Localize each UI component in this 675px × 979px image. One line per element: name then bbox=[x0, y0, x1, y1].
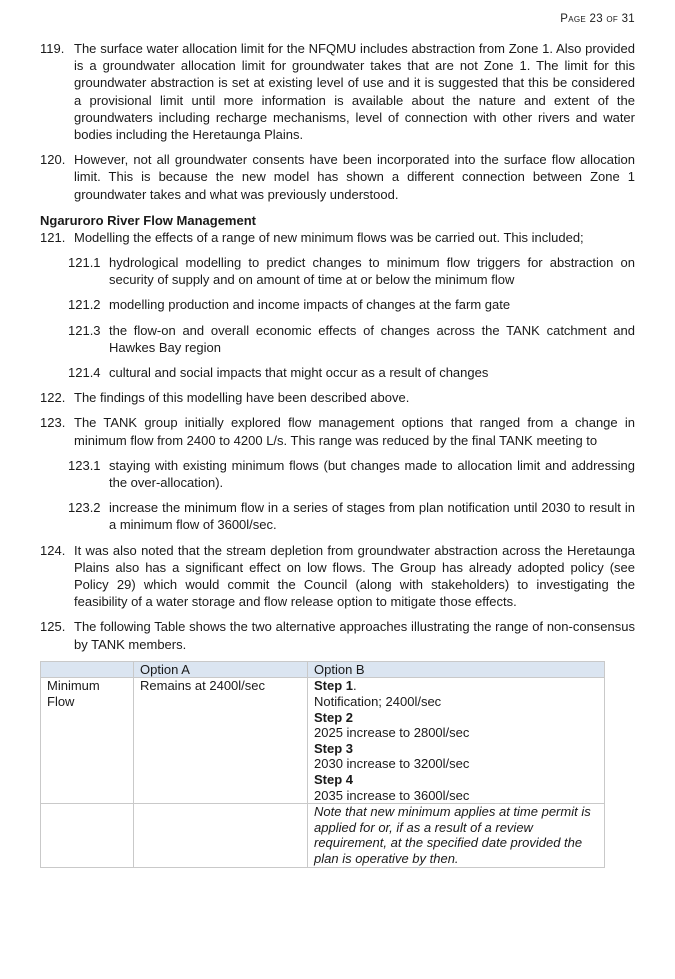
table-header-cell bbox=[41, 661, 134, 678]
subparagraph-123-1: 123.1 staying with existing minimum flows (but changes made to allocation limit and addressing the over-allocation). bbox=[68, 457, 635, 491]
page-number: Page 23 of 31 bbox=[560, 13, 635, 25]
paragraph-125: 125. The following Table shows the two alternative approaches illustrating the range of non-consensus by TANK members. bbox=[40, 619, 635, 652]
step-1-text: Notification; 2400l/sec bbox=[314, 694, 442, 710]
step-2-text: 2025 increase to 2800l/sec bbox=[314, 725, 470, 741]
step-3-text: 2030 increase to 3200l/sec bbox=[314, 756, 470, 772]
table-header-row bbox=[41, 661, 605, 678]
option-a-cell: Remains at 2400l/sec bbox=[134, 678, 308, 804]
table-note: Note that new minimum applies at time permit is applied for or, if as a result of a review requirement, at the specified date provided the plan is operative by then. bbox=[308, 804, 605, 867]
table-header-cell: Option A bbox=[134, 661, 308, 678]
section-heading: Ngaruroro River Flow Management bbox=[40, 212, 256, 228]
table-header-cell: Option B bbox=[308, 661, 605, 678]
subparagraph-121-4: 121.4 cultural and social impacts that might occur as a result of changes bbox=[68, 365, 489, 381]
empty-cell bbox=[134, 804, 308, 867]
document-body bbox=[40, 40, 635, 868]
step-4-text: 2035 increase to 3600l/sec bbox=[314, 787, 470, 803]
paragraph-121: 121. Modelling the effects of a range of new minimum flows was be carried out. This included; bbox=[40, 229, 584, 245]
table-row bbox=[41, 678, 605, 804]
subparagraph-121-1: 121.1 hydrological modelling to predict changes to minimum flow triggers for abstraction on security of supply and on amount of time at or below the minimum flow bbox=[68, 255, 635, 288]
subparagraph-121-2: 121.2 modelling production and income impacts of changes at the farm gate bbox=[68, 297, 511, 313]
paragraph-122: 122. The findings of this modelling have been described above. bbox=[40, 390, 410, 406]
step-1: Step 1. bbox=[314, 678, 357, 694]
table-row bbox=[41, 804, 605, 867]
option-b-cell bbox=[308, 678, 605, 804]
step-3: Step 3 bbox=[314, 740, 354, 756]
empty-cell bbox=[41, 804, 134, 867]
paragraph-119: 119. The surface water allocation limit for the NFQMU includes abstraction from Zone 1. Also provided is a groundwater allocation limit for groundwater takes that are not Zone 1. The limit for this groundwater abstraction is set at existing level of use and it is suggested that this be considered a provisional limit until more information is available about the nature and extent of the groundwaters including recharge mechanisms, level of connection with other rivers and water bodies including the Heretaunga Plains. bbox=[40, 41, 635, 143]
subparagraph-123-2: 123.2 increase the minimum flow in a series of stages from plan notification until 2030 to result in a minimum flow of 3600l/sec. bbox=[68, 500, 635, 533]
step-4: Step 4 bbox=[314, 772, 354, 788]
paragraph-120: 120. However, not all groundwater consents have been incorporated into the surface flow allocation limit. This is because the new model has shown a different connection between Zone 1 groundwater takes and what was previously understood. bbox=[40, 152, 635, 202]
step-2: Step 2 bbox=[314, 709, 354, 725]
subparagraph-121-3: 121.3 the flow-on and overall economic effects of changes across the TANK catchment and Hawkes Bay region bbox=[68, 322, 635, 355]
paragraph-123: 123. The TANK group initially explored flow management options that ranged from a change in minimum flow from 2400 to 4200 L/s. This range was reduced by the final TANK meeting to bbox=[40, 415, 635, 448]
paragraph-124: 124. It was also noted that the stream depletion from groundwater abstraction across the Heretaunga Plains also has a significant effect on low flows. The Group has already adopted policy (see Policy 29) which would commit the Council (along with stakeholders) to investigating the feasibility of a water storage and flow release option to mitigate those effects. bbox=[40, 542, 635, 610]
row-label-minimum-flow: Minimum Flow bbox=[41, 678, 134, 804]
options-table bbox=[40, 661, 605, 868]
